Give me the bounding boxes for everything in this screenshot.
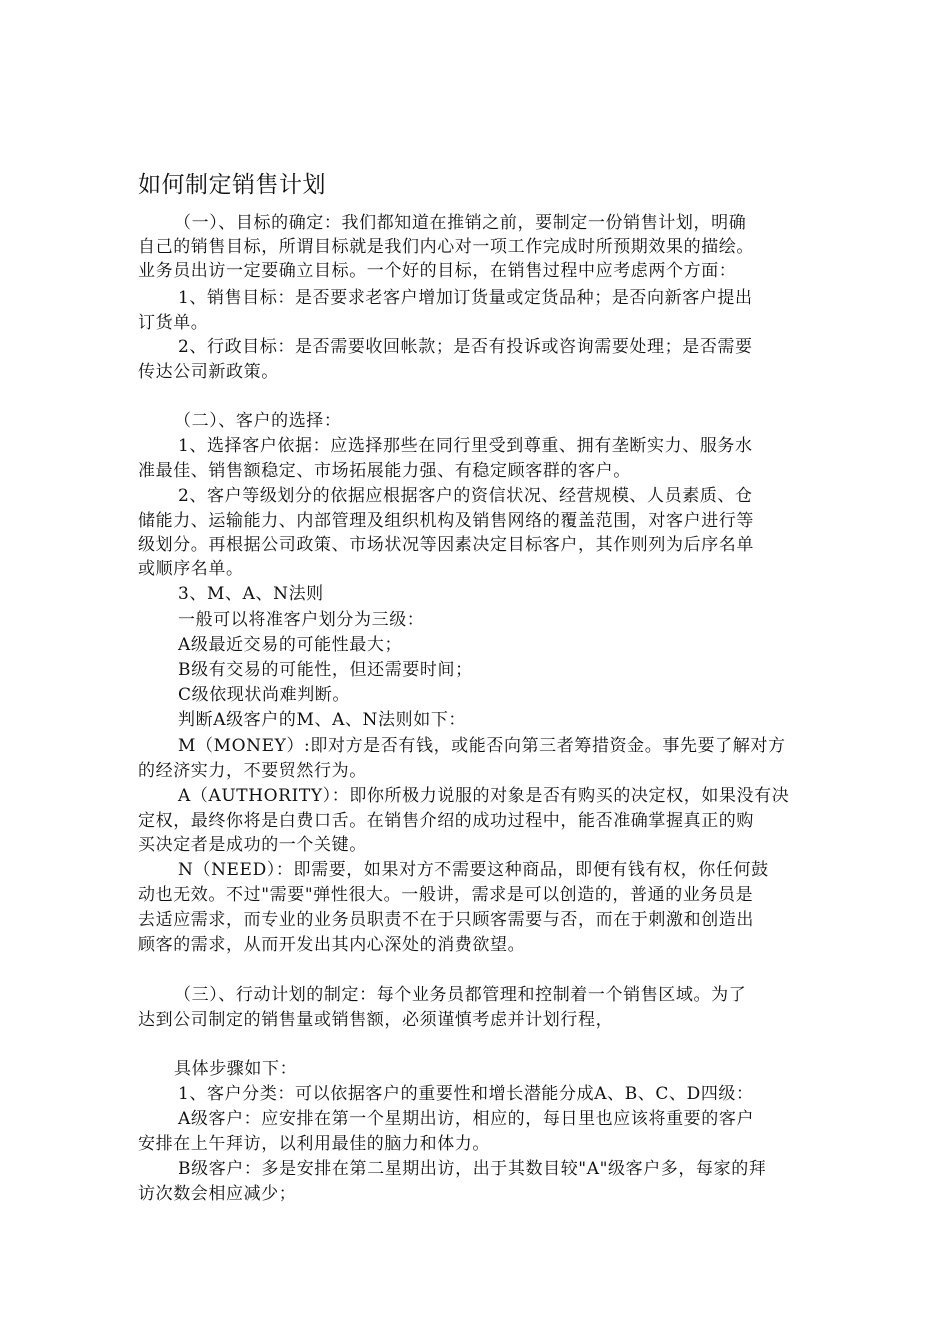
paragraph-line: 达到公司制定的销售量或销售额，必须谨慎考虑并计划行程， (138, 1010, 614, 1030)
paragraph-line: N（NEED）：即需要，如果对方不需要这种商品，即便有钱有权，你任何鼓 (178, 860, 769, 880)
paragraph-line: 的经济实力，不要贸然行为。 (138, 761, 367, 781)
paragraph-line: 传达公司新政策。 (138, 362, 279, 382)
paragraph-line: 顾客的需求，从而开发出其内心深处的消费欲望。 (138, 935, 526, 955)
paragraph-line: 业务员出访一定要确立目标。一个好的目标，在销售过程中应考虑两个方面： (138, 261, 737, 281)
document-title: 如何制定销售计划 (138, 172, 326, 198)
paragraph-line: 判断A级客户的M、A、N法则如下： (178, 710, 467, 730)
section-heading: （二）、客户的选择： (174, 411, 342, 431)
paragraph-line: 具体步骤如下： (174, 1059, 298, 1079)
paragraph-line: （一）、目标的确定：我们都知道在推销之前，要制定一份销售计划，明确 (174, 213, 747, 233)
paragraph-line: 2、行政目标：是否需要收回帐款；是否有投诉或咨询需要处理；是否需要 (178, 337, 753, 357)
paragraph-line: 1、销售目标：是否要求老客户增加订货量或定货品种；是否向新客户提出 (178, 288, 753, 308)
paragraph-line: 访次数会相应减少； (138, 1184, 297, 1204)
paragraph-line: A级最近交易的可能性最大； (178, 635, 403, 655)
paragraph-line: 动也无效。不过"需要"弹性很大。一般讲，需求是可以创造的，普通的业务员是 (138, 885, 754, 905)
paragraph-line: 安排在上午拜访，以利用最佳的脑力和体力。 (138, 1134, 490, 1154)
paragraph-line: 一般可以将准客户划分为三级： (178, 610, 425, 630)
paragraph-line: 买决定者是成功的一个关键。 (138, 835, 367, 855)
paragraph-line: A级客户：应安排在第一个星期出访，相应的，每日里也应该将重要的客户 (178, 1109, 755, 1129)
paragraph-line: A（AUTHORITY）：即你所极力说服的对象是否有购买的决定权，如果没有决 (178, 786, 790, 806)
paragraph-line: 或顺序名单。 (138, 559, 244, 579)
paragraph-line: 1、选择客户依据：应选择那些在同行里受到尊重、拥有垄断实力、服务水 (178, 436, 753, 456)
paragraph-line: 3、M、A、N法则 (178, 584, 324, 604)
paragraph-line: 订货单。 (138, 313, 209, 333)
paragraph-line: 级划分。再根据公司政策、市场状况等因素决定目标客户，其作则列为后序名单 (138, 535, 754, 555)
paragraph-line: B级有交易的可能性，但还需要时间； (178, 660, 473, 680)
paragraph-line: C级依现状尚难判断。 (178, 685, 351, 705)
paragraph-line: （三）、行动计划的制定：每个业务员都管理和控制着一个销售区域。为了 (174, 985, 747, 1005)
paragraph-line: M（MONEY）:即对方是否有钱，或能否向第三者筹措资金。事先要了解对方 (178, 736, 786, 756)
paragraph-line: 1、客户分类：可以依据客户的重要性和增长潜能分成A、B、C、D四级： (178, 1084, 754, 1104)
paragraph-line: 准最佳、销售额稳定、市场拓展能力强、有稳定顾客群的客户。 (138, 461, 631, 481)
paragraph-line: 储能力、运输能力、内部管理及组织机构及销售网络的覆盖范围，对客户进行等 (138, 511, 754, 531)
paragraph-line: B级客户：多是安排在第二星期出访，出于其数目较"A"级客户多，每家的拜 (178, 1159, 767, 1179)
paragraph-line: 自己的销售目标，所谓目标就是我们内心对一项工作完成时所预期效果的描绘。 (138, 237, 754, 257)
paragraph-line: 定权，最终你将是白费口舌。在销售介绍的成功过程中，能否准确掌握真正的购 (138, 811, 754, 831)
paragraph-line: 去适应需求，而专业的业务员职责不在于只顾客需要与否，而在于刺激和创造出 (138, 910, 754, 930)
paragraph-line: 2、客户等级划分的依据应根据客户的资信状况、经营规模、人员素质、仓 (178, 486, 753, 506)
